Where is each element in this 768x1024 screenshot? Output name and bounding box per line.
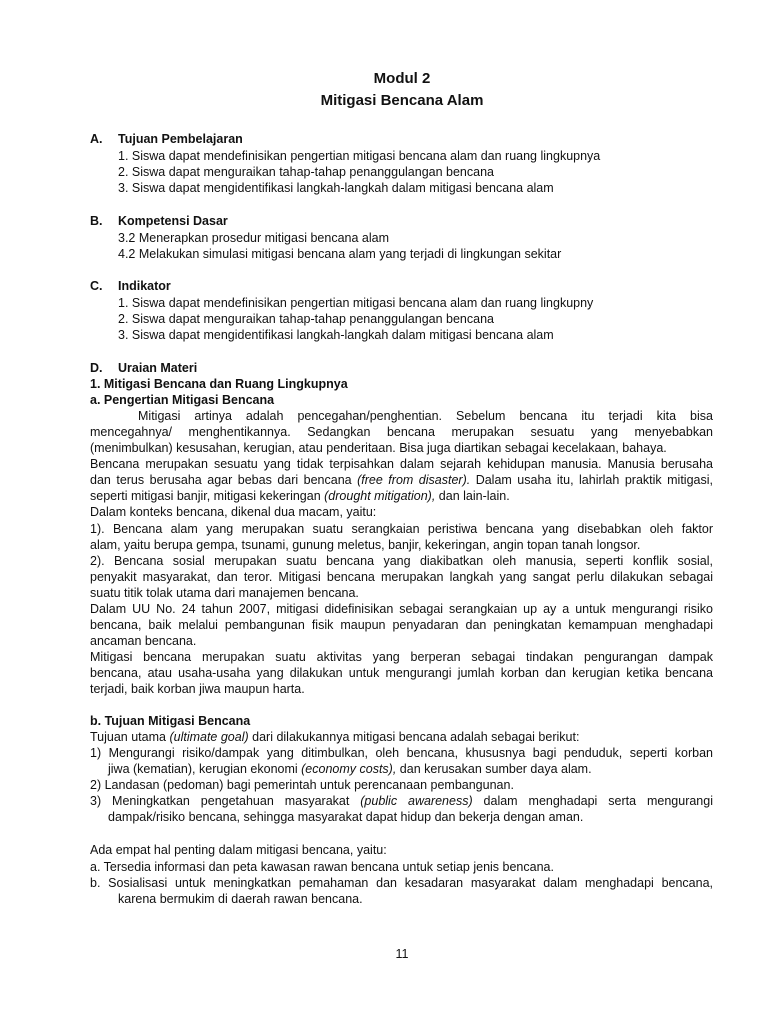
numbered-item-line: 1). Bencana alam yang merupakan suatu serangkaian peristiwa bencana yang disebabkan oleh faktor	[90, 522, 713, 536]
section-b-item: 4.2 Melakukan simulasi mitigasi bencana alam yang terjadi di lingkungan sekitar	[118, 247, 562, 261]
paragraph-line	[90, 729, 713, 745]
paragraph-line: bencana, baik melalui pembangunan fisik maupun penyadaran dan peningkatan kemampuan menghadapi	[90, 618, 713, 632]
paragraph-line: (menimbulkan) kesusahan, kerugian, atau penderitaan. Bisa juga diartikan sebagai kecelakaan, bahaya.	[90, 441, 667, 455]
text-run: dan lain-lain.	[435, 489, 510, 503]
paragraph-line: Bencana merupakan sesuatu yang tidak terpisahkan dalam sejarah kehidupan manusia. Manusia berusaha	[90, 457, 713, 471]
list-item-line	[108, 761, 731, 777]
section-c-item: 1. Siswa dapat mendefinisikan pengertian mitigasi bencana alam dan ruang lingkupny	[118, 296, 594, 310]
section-b-title: Kompetensi Dasar	[118, 214, 228, 228]
list-item-line: 2) Landasan (pedoman) bagi pemerintah untuk perencanaan pembangunan.	[90, 778, 514, 792]
section-c-title: Indikator	[118, 279, 171, 293]
section-a-marker: A.	[90, 132, 103, 146]
text-run-italic: (ultimate goal)	[169, 730, 249, 744]
section-a-heading	[90, 131, 713, 147]
numbered-item-line: suatu titik tolak utama dari manajemen bencana.	[90, 586, 359, 600]
page-number: 11	[395, 947, 409, 961]
text-run: Tujuan utama	[90, 730, 170, 744]
paragraph-line: ancaman bencana.	[90, 634, 197, 648]
section-d-heading	[90, 360, 713, 376]
paragraph-line: terjadi, baik korban jiwa maupun harta.	[90, 682, 305, 696]
text-run-italic: (economy costs),	[301, 762, 397, 776]
numbered-item-line: alam, yaitu berupa gempa, tsunami, gunung meletus, banjir, kekeringan, angin topan tanah longsor.	[90, 538, 641, 552]
section-a-item: 2. Siswa dapat menguraikan tahap-tahap penanggulangan bencana	[118, 165, 494, 179]
section-a-item: 1. Siswa dapat mendefinisikan pengertian mitigasi bencana alam dan ruang lingkupnya	[118, 149, 601, 163]
paragraph-line: Mitigasi bencana merupakan suatu aktivitas yang berperan sebagai tindakan pengurangan dampak	[90, 650, 713, 664]
text-run: 3) Meningkatkan pengetahuan masyarakat	[90, 794, 361, 808]
section-d-marker: D.	[90, 361, 103, 375]
text-run: dan kerusakan sumber daya alam.	[396, 762, 592, 776]
part-a-heading: a. Pengertian Mitigasi Bencana	[90, 393, 275, 407]
list-item-line: karena bermukim di daerah rawan bencana.	[118, 892, 363, 906]
paragraph-line: Dalam UU No. 24 tahun 2007, mitigasi didefinisikan sebagai serangkaian up ay a untuk mengurangi risiko	[90, 602, 713, 616]
section-c-marker: C.	[90, 279, 103, 293]
list-item-line: b. Sosialisasi untuk meningkatkan pemahaman dan kesadaran masyarakat dalam menghadapi bencana,	[90, 876, 713, 890]
section-b-marker: B.	[90, 214, 103, 228]
paragraph-line	[90, 488, 713, 504]
paragraph-line: mencegahnya/ menghentikannya. Sedangkan bencana merupakan sesuatu yang menyebabkan	[90, 425, 713, 439]
module-title: Modul 2	[373, 70, 431, 87]
text-run: dari dilakukannya mitigasi bencana adalah sebagai berikut:	[248, 730, 580, 744]
paragraph-line: Dalam konteks bencana, dikenal dua macam, yaitu:	[90, 505, 377, 519]
text-run-italic: (drought mitigation),	[324, 489, 436, 503]
section-c-item: 3. Siswa dapat mengidentifikasi langkah-langkah dalam mitigasi bencana alam	[118, 328, 554, 342]
section-d-subheading: 1. Mitigasi Bencana dan Ruang Lingkupnya	[90, 377, 348, 391]
text-run: dan terus berusaha agar bebas dari bencana	[90, 473, 358, 487]
section-d-title: Uraian Materi	[118, 361, 198, 375]
text-run-italic: (public awareness)	[360, 794, 473, 808]
list-item-line: a. Tersedia informasi dan peta kawasan rawan bencana untuk setiap jenis bencana.	[90, 860, 554, 874]
section-c-item: 2. Siswa dapat menguraikan tahap-tahap penanggulangan bencana	[118, 312, 494, 326]
text-run: seperti mitigasi banjir, mitigasi kekeringan	[90, 489, 325, 503]
text-run: Dalam usaha itu, lahirlah praktik mitigasi,	[470, 473, 713, 487]
list-item-line: dampak/risiko bencana, sehingga masyarakat dapat hidup dan bekerja dengan aman.	[108, 810, 584, 824]
section-b-heading	[90, 213, 713, 229]
list-item-line: 1) Mengurangi risiko/dampak yang ditimbulkan, oleh bencana, khususnya bagi penduduk, seperti korban	[90, 746, 713, 760]
text-run-italic: (free from disaster).	[357, 473, 471, 487]
section-b-item: 3.2 Menerapkan prosedur mitigasi bencana alam	[118, 231, 389, 245]
text-run: jiwa (kematian), kerugian ekonomi	[108, 762, 302, 776]
text-run: dalam menghadapi serta mengurangi	[472, 794, 713, 808]
section-c-heading	[90, 278, 713, 294]
paragraph-line: Ada empat hal penting dalam mitigasi bencana, yaitu:	[90, 843, 387, 857]
module-subtitle: Mitigasi Bencana Alam	[320, 92, 484, 109]
section-a-item: 3. Siswa dapat mengidentifikasi langkah-langkah dalam mitigasi bencana alam	[118, 181, 554, 195]
numbered-item-line: 2). Bencana sosial merupakan suatu bencana yang diakibatkan oleh manusia, seperti konflik sosial,	[90, 554, 713, 568]
paragraph-line	[90, 472, 713, 488]
paragraph-line: bencana, atau usaha-usaha yang dilakukan untuk mengurangi jumlah korban dan kerugian ketika bencana	[90, 666, 713, 680]
list-item-line	[90, 793, 713, 809]
numbered-item-line: penyakit masyarakat, dan teror. Mitigasi bencana merupakan langkah yang sangat perlu dilakukan sebagai	[90, 570, 713, 584]
part-b-heading: b. Tujuan Mitigasi Bencana	[90, 714, 251, 728]
section-a-title: Tujuan Pembelajaran	[118, 132, 243, 146]
paragraph-line: Mitigasi artinya adalah pencegahan/penghentian. Sebelum bencana itu terjadi kita bisa	[138, 409, 713, 423]
